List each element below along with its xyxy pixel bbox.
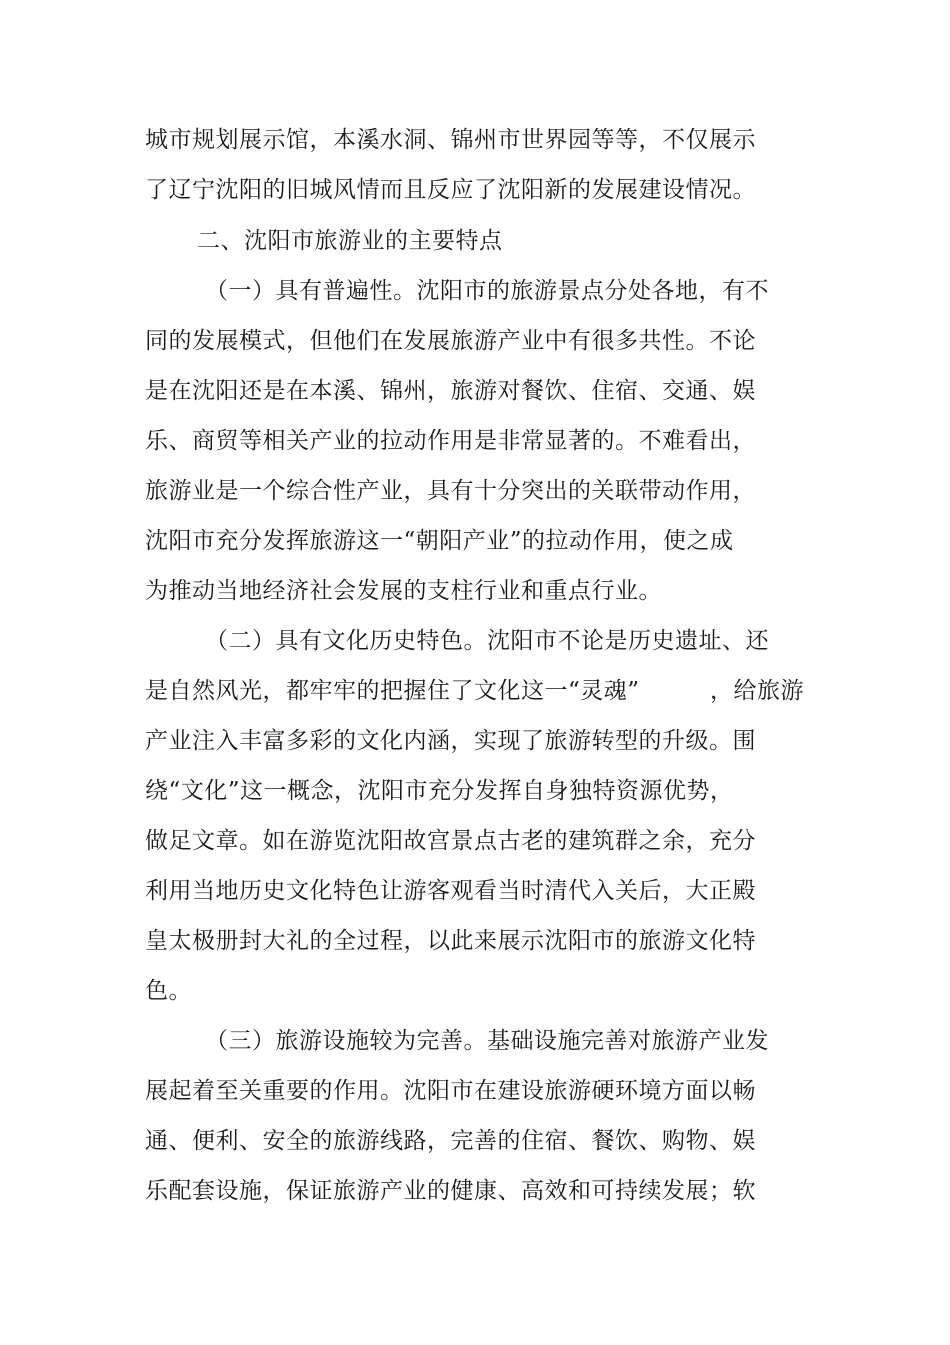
text-line: 产业注入丰富多彩的文化内涵，实现了旅游转型的升级。围: [145, 728, 756, 754]
text-line: 同的发展模式，但他们在发展旅游产业中有很多共性。不论: [145, 328, 756, 354]
text-line: 乐、商贸等相关产业的拉动作用是非常显著的。不难看出，: [145, 428, 756, 454]
text-line: 旅游业是一个综合性产业，具有十分突出的关联带动作用，: [145, 478, 756, 504]
text-line: 沈阳市充分发挥旅游这一“朝阳产业”的拉动作用，使之成: [145, 528, 734, 554]
text-line: 是自然风光，都牢牢的把握住了文化这一“灵魂” ，给旅游: [145, 678, 805, 704]
text-line: （三）旅游设施较为完善。基础设施完善对旅游产业发: [205, 1028, 769, 1054]
text-line: 了辽宁沈阳的旧城风情而且反应了沈阳新的发展建设情况。: [145, 177, 756, 203]
section-heading: 二、沈阳市旅游业的主要特点: [197, 228, 503, 254]
text-line: 是在沈阳还是在本溪、锦州，旅游对餐饮、住宿、交通、娱: [145, 378, 756, 404]
text-line: 色。: [145, 978, 192, 1004]
text-line: 皇太极册封大礼的全过程，以此来展示沈阳市的旅游文化特: [145, 928, 756, 954]
text-line: 通、便利、安全的旅游线路，完善的住宿、餐饮、购物、娱: [145, 1128, 756, 1154]
text-line: 城市规划展示馆，本溪水洞、锦州市世界园等等，不仅展示: [145, 127, 756, 153]
text-line: 展起着至关重要的作用。沈阳市在建设旅游硬环境方面以畅: [145, 1078, 756, 1104]
text-line: 绕“文化”这一概念，沈阳市充分发挥自身独特资源优势，: [145, 778, 734, 804]
text-line: 乐配套设施，保证旅游产业的健康、高效和可持续发展；软: [145, 1178, 756, 1204]
text-line: 做足文章。如在游览沈阳故宫景点古老的建筑群之余，充分: [145, 828, 756, 854]
text-line: 为推动当地经济社会发展的支柱行业和重点行业。: [145, 578, 662, 604]
text-line: 利用当地历史文化特色让游客观看当时清代入关后，大正殿: [145, 878, 756, 904]
text-line: （二）具有文化历史特色。沈阳市不论是历史遗址、还: [205, 628, 769, 654]
text-line: （一）具有普遍性。沈阳市的旅游景点分处各地，有不: [205, 278, 769, 304]
